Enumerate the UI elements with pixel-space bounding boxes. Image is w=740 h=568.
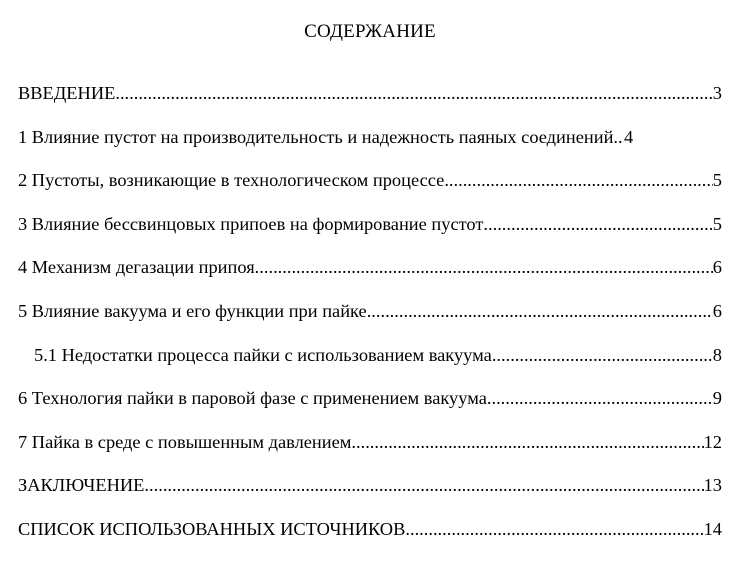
toc-page-number: 4 bbox=[624, 126, 634, 147]
dot-leader bbox=[115, 81, 712, 105]
toc-page-number: 6 bbox=[712, 257, 722, 278]
dot-leader bbox=[255, 255, 713, 279]
toc-entry-text: 3 Влияние бессвинцовых припоев на формирование пустот bbox=[18, 213, 484, 234]
toc-entry-text: 4 Механизм дегазации припоя bbox=[18, 257, 255, 278]
toc-page-number: 3 bbox=[712, 83, 722, 103]
toc-page-number: 14 bbox=[703, 518, 722, 539]
dot-leader bbox=[367, 299, 713, 323]
toc-entry-text: 2 Пустоты, возникающие в технологическом процессе bbox=[18, 170, 445, 191]
toc-entry-4 bbox=[18, 255, 722, 299]
toc-page-number: 13 bbox=[703, 475, 722, 496]
dot-leader bbox=[487, 386, 713, 410]
toc-page-number: 5 bbox=[712, 213, 722, 234]
toc-entry-text: 7 Пайка в среде с повышенным давлением bbox=[18, 431, 352, 452]
toc-entry-7 bbox=[18, 430, 722, 474]
dot-leader bbox=[405, 517, 703, 541]
toc-entry-text: ВВЕДЕНИЕ bbox=[18, 83, 116, 103]
toc-entry-text: 6 Технология пайки в паровой фазе с применением вакуума bbox=[18, 388, 487, 409]
toc-page-number: 6 bbox=[712, 300, 722, 321]
dot-leader bbox=[351, 430, 703, 454]
toc-entry-references bbox=[18, 517, 722, 561]
toc-entry-1 bbox=[18, 125, 722, 169]
toc-entry-text: ЗАКЛЮЧЕНИЕ bbox=[18, 475, 145, 496]
toc-entry-text: 1 Влияние пустот на производительность и надежность паяных соединений. bbox=[18, 126, 619, 147]
toc-entry-text: 5 Влияние вакуума и его функции при пайке bbox=[18, 300, 367, 321]
toc-entry-5-1 bbox=[18, 343, 722, 387]
toc-entry-6 bbox=[18, 386, 722, 430]
toc-entry-conclusion bbox=[18, 473, 722, 517]
dot-leader bbox=[492, 343, 713, 367]
toc-entry-introduction bbox=[18, 81, 722, 125]
toc-entry-3 bbox=[18, 212, 722, 256]
toc-page-number: 12 bbox=[703, 431, 722, 452]
dot-leader bbox=[444, 168, 712, 192]
toc-entry-5 bbox=[18, 299, 722, 343]
toc-page-number: 8 bbox=[712, 344, 722, 365]
toc-entry-text: 5.1 Недостатки процесса пайки с использованием вакуума bbox=[34, 344, 492, 365]
toc-page-number: 5 bbox=[712, 170, 722, 191]
toc-list bbox=[18, 81, 722, 561]
toc-page-number: 9 bbox=[712, 388, 722, 409]
toc-entry-text: СПИСОК ИСПОЛЬЗОВАННЫХ ИСТОЧНИКОВ bbox=[18, 518, 406, 539]
toc-entry-2 bbox=[18, 168, 722, 212]
dot-leader bbox=[144, 473, 703, 497]
toc-title: СОДЕРЖАНИЕ bbox=[304, 21, 436, 42]
dot-leader bbox=[483, 212, 712, 236]
